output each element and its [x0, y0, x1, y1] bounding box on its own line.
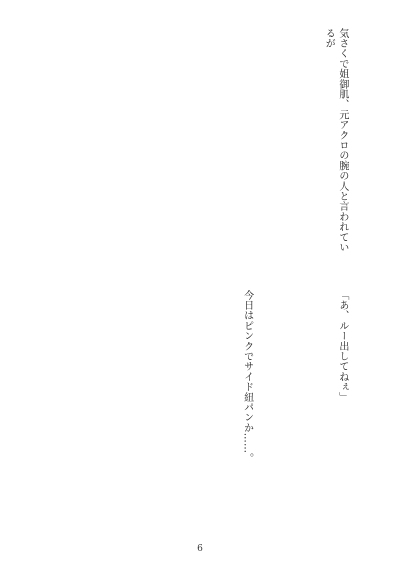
lower-text-block: [36, 290, 376, 528]
text-line: 気さくで姐御肌、元アクロの腕の人と言われているが: [323, 28, 348, 253]
text-line: 「あ、ルー出してねぇ」: [336, 290, 348, 403]
text-line: 今日はピンクでサイド紐パンか……。: [241, 290, 253, 464]
page-number: 6: [197, 544, 203, 554]
upper-text-block: [36, 28, 376, 260]
